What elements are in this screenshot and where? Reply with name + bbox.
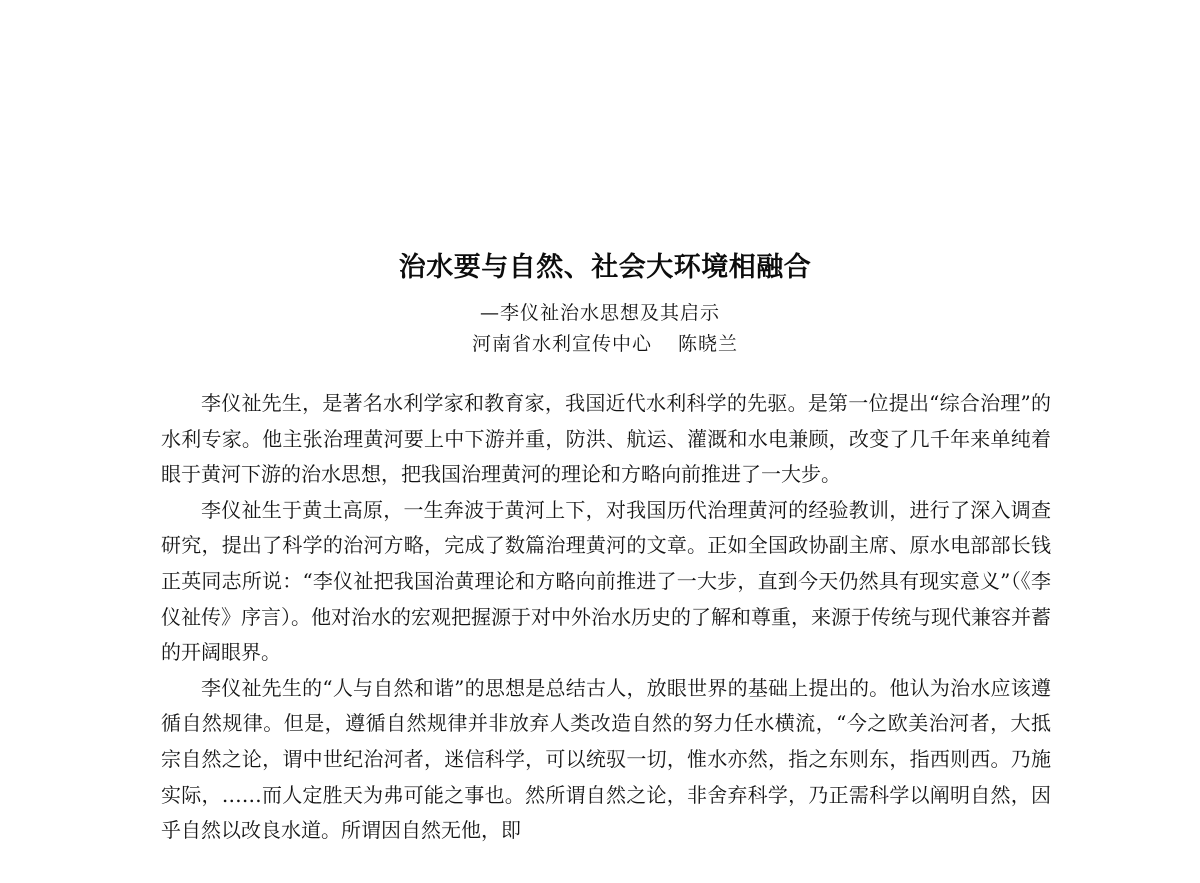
article-body [161,386,1051,849]
paragraph: 李仪祉先生，是著名水利学家和教育家，我国近代水利科学的先驱。是第一位提出“综合治理”的水利专家。他主张治理黄河要上中下游并重，防洪、航运、灌溉和水电兼顾，改变了几千年来单纯着眼于黄河下游的治水思想，把我国治理黄河的理论和方略向前推进了一大步。 [161,391,1051,487]
author-line [0,331,1200,357]
author-affiliation: 河南省水利宣传中心 [471,333,652,355]
article-subtitle: —李仪祉治水思想及其启示 [479,302,720,324]
paragraph: 李仪祉生于黄土高原，一生奔波于黄河上下，对我国历代治理黄河的经验教训，进行了深入调查研究，提出了科学的治河方略，完成了数篇治理黄河的文章。正如全国政协副主席、原水电部部长钱正英同志所说：“李仪祉把我国治黄理论和方略向前推进了一大步，直到今天仍然具有现实意义”（《李仪祉传》序言）。他对治水的宏观把握源于对中外治水历史的了解和尊重，来源于传统与现代兼容并蓄的开阔眼界。 [161,497,1051,665]
article-title: 治水要与自然、社会大环境相融合 [398,252,812,283]
author-name: 陈晓兰 [678,333,739,355]
paragraph: 李仪祉先生的“人与自然和谐”的思想是总结古人，放眼世界的基础上提出的。他认为治水应该遵循自然规律。但是，遵循自然规律并非放弃人类改造自然的努力任水横流，“今之欧美治河者，大抵宗自然之论，谓中世纪治河者，迷信科学，可以统驭一切，惟水亦然，指之东则东，指西则西。乃施实际，……而人定胜天为弗可能之事也。然所谓自然之论，非舍弃科学，乃正需科学以阐明自然，因乎自然以改良水道。所谓因自然无他，即 [161,675,1051,843]
